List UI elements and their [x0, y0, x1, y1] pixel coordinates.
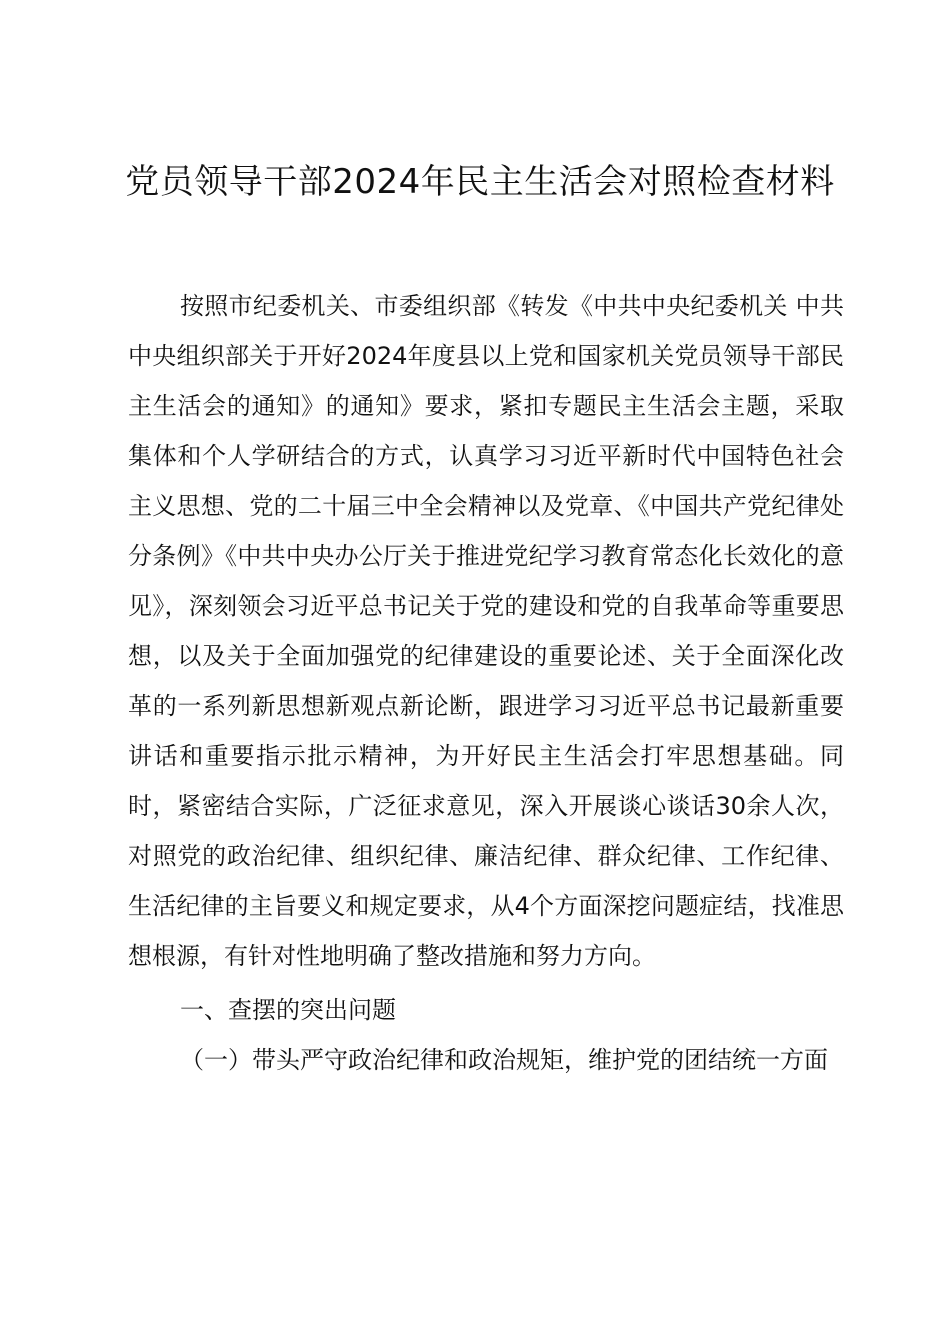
- intro-paragraph: 按照市纪委机关、市委组织部《转发《中共中央纪委机关 中共中央组织部关于开好2024年度县以上党和国家机关党员领导干部民主生活会的通知》的通知》要求，紧扣专题民主生活会主题，采取集体和个人学研结合的方式，认真学习习近平新时代中国特色社会主义思想、党的二十届三中全会精神以及党章、《中国共产党纪律处分条例》《中共中央办公厅关于推进党纪学习教育常态化长效化的意见》，深刻领会习近平总书记关于党的建设和党的自我革命等重要思想，以及关于全面加强党的纪律建设的重要论述、关于全面深化改革的一系列新思想新观点新论断，跟进学习习近平总书记最新重要讲话和重要指示批示精神，为开好民主生活会打牢思想基础。同时，紧密结合实际，广泛征求意见，深入开展谈心谈话30余人次，对照党的政治纪律、组织纪律、廉洁纪律、群众纪律、工作纪律、生活纪律的主旨要义和规定要求，从4个方面深挖问题症结，找准思想根源，有针对性地明确了整改措施和努力方向。: [128, 292, 844, 970]
- document-body: [128, 281, 844, 1085]
- section-heading: 一、查摆的突出问题: [180, 996, 396, 1024]
- document-title: 党员领导干部2024年民主生活会对照检查材料: [125, 162, 835, 202]
- subsection-heading: （一）带头严守政治纪律和政治规矩，维护党的团结统一方面: [180, 1046, 828, 1074]
